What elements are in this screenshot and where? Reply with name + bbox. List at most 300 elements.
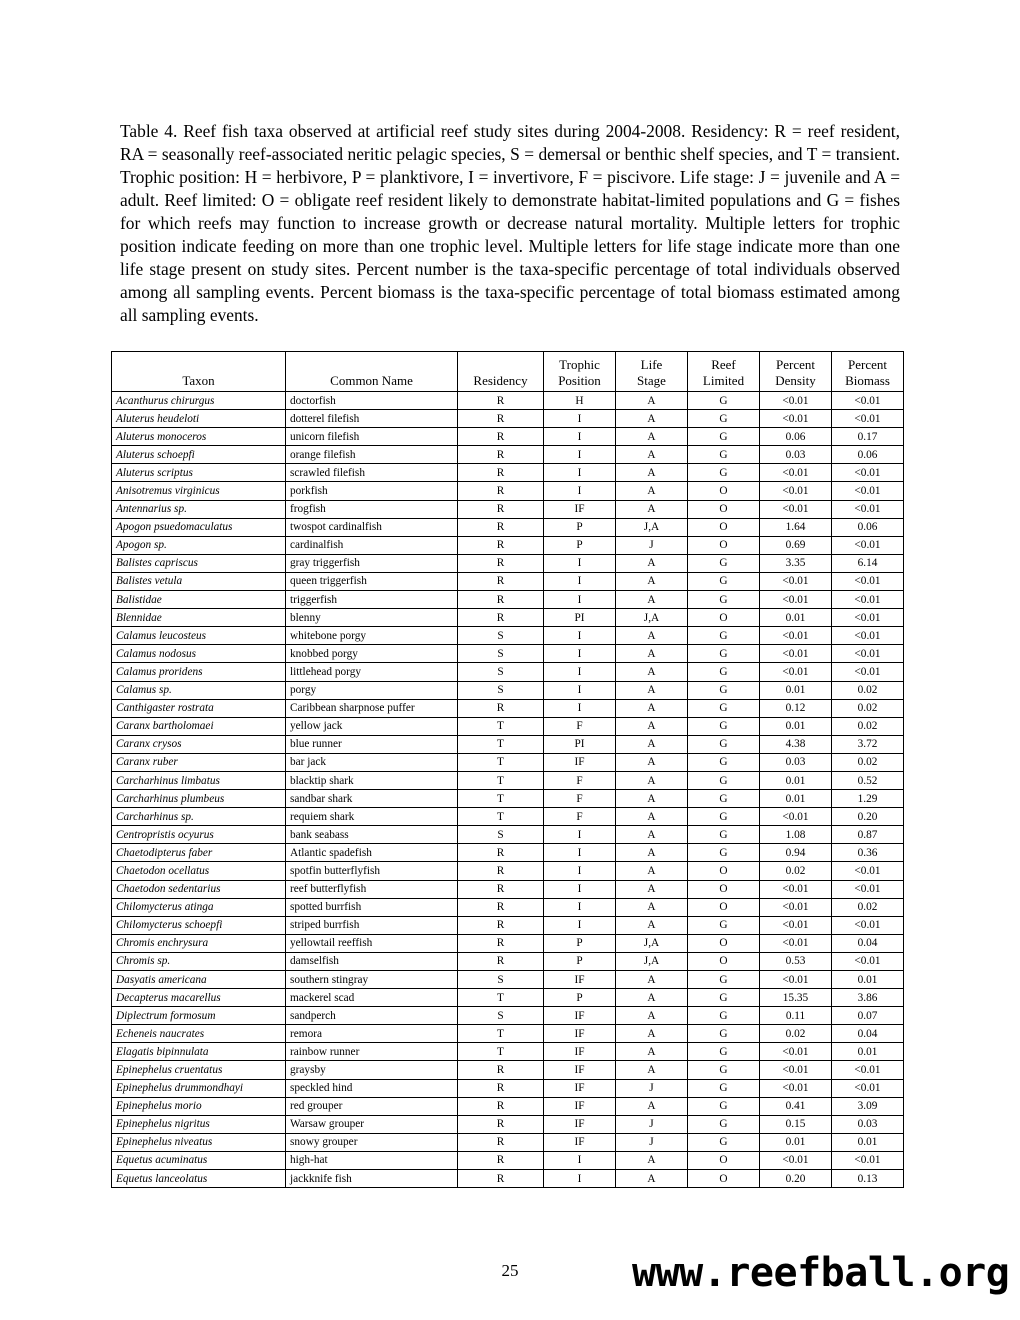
reef-limited-cell: O: [688, 898, 760, 916]
table-row: [112, 464, 904, 482]
column-header-line2: Position: [558, 373, 601, 388]
residency-cell: S: [458, 826, 544, 844]
taxon-cell: Carcharhinus limbatus: [112, 771, 286, 789]
trophic-position-cell: IF: [544, 1061, 616, 1079]
life-stage-cell: A: [616, 663, 688, 681]
table-row: [112, 482, 904, 500]
reef-limited-cell: G: [688, 392, 760, 410]
common-name-cell: bar jack: [286, 753, 458, 771]
reef-limited-cell: O: [688, 536, 760, 554]
life-stage-cell: A: [616, 392, 688, 410]
column-header-line2: Common Name: [330, 373, 413, 388]
life-stage-cell: A: [616, 971, 688, 989]
common-name-cell: snowy grouper: [286, 1133, 458, 1151]
column-header: [112, 352, 286, 392]
residency-cell: T: [458, 790, 544, 808]
life-stage-cell: A: [616, 1007, 688, 1025]
residency-cell: S: [458, 681, 544, 699]
common-name-cell: Warsaw grouper: [286, 1115, 458, 1133]
column-header-line1: Percent: [776, 357, 815, 372]
table-row: [112, 844, 904, 862]
percent-density-cell: 0.15: [760, 1115, 832, 1133]
taxon-cell: Acanthurus chirurgus: [112, 392, 286, 410]
percent-density-cell: <0.01: [760, 1151, 832, 1169]
percent-biomass-cell: <0.01: [832, 609, 904, 627]
table-row: [112, 971, 904, 989]
percent-density-cell: <0.01: [760, 808, 832, 826]
trophic-position-cell: P: [544, 989, 616, 1007]
percent-biomass-cell: <0.01: [832, 1061, 904, 1079]
percent-density-cell: <0.01: [760, 591, 832, 609]
common-name-cell: southern stingray: [286, 971, 458, 989]
percent-biomass-cell: 0.02: [832, 717, 904, 735]
reef-limited-cell: O: [688, 1170, 760, 1188]
trophic-position-cell: I: [544, 663, 616, 681]
residency-cell: R: [458, 699, 544, 717]
percent-biomass-cell: <0.01: [832, 536, 904, 554]
taxon-cell: Epinephelus niveatus: [112, 1133, 286, 1151]
percent-biomass-cell: <0.01: [832, 1151, 904, 1169]
trophic-position-cell: I: [544, 862, 616, 880]
common-name-cell: porkfish: [286, 482, 458, 500]
percent-density-cell: <0.01: [760, 392, 832, 410]
residency-cell: T: [458, 1025, 544, 1043]
taxon-cell: Chromis enchrysura: [112, 934, 286, 952]
trophic-position-cell: IF: [544, 971, 616, 989]
reef-limited-cell: O: [688, 518, 760, 536]
taxon-cell: Chaetodon ocellatus: [112, 862, 286, 880]
residency-cell: R: [458, 1079, 544, 1097]
percent-density-cell: 0.01: [760, 717, 832, 735]
percent-biomass-cell: 0.06: [832, 446, 904, 464]
taxon-cell: Elagatis bipinnulata: [112, 1043, 286, 1061]
reef-limited-cell: G: [688, 1079, 760, 1097]
residency-cell: S: [458, 645, 544, 663]
trophic-position-cell: F: [544, 771, 616, 789]
life-stage-cell: J,A: [616, 934, 688, 952]
percent-biomass-cell: 0.01: [832, 1043, 904, 1061]
reef-limited-cell: G: [688, 627, 760, 645]
percent-biomass-cell: <0.01: [832, 410, 904, 428]
percent-biomass-cell: 0.02: [832, 898, 904, 916]
trophic-position-cell: IF: [544, 1097, 616, 1115]
common-name-cell: porgy: [286, 681, 458, 699]
reef-limited-cell: G: [688, 663, 760, 681]
reef-limited-cell: O: [688, 880, 760, 898]
percent-biomass-cell: 0.02: [832, 753, 904, 771]
reef-limited-cell: O: [688, 1151, 760, 1169]
common-name-cell: yellowtail reeffish: [286, 934, 458, 952]
taxon-cell: Calamus leucosteus: [112, 627, 286, 645]
percent-density-cell: <0.01: [760, 572, 832, 590]
percent-density-cell: <0.01: [760, 500, 832, 518]
percent-density-cell: <0.01: [760, 464, 832, 482]
column-header-line1: Life: [640, 357, 663, 372]
percent-biomass-cell: 0.04: [832, 934, 904, 952]
residency-cell: R: [458, 482, 544, 500]
life-stage-cell: A: [616, 645, 688, 663]
taxon-cell: Equetus acuminatus: [112, 1151, 286, 1169]
reef-limited-cell: G: [688, 971, 760, 989]
trophic-position-cell: P: [544, 536, 616, 554]
table-row: [112, 1115, 904, 1133]
common-name-cell: graysby: [286, 1061, 458, 1079]
common-name-cell: spotfin butterflyfish: [286, 862, 458, 880]
life-stage-cell: A: [616, 428, 688, 446]
common-name-cell: blue runner: [286, 735, 458, 753]
trophic-position-cell: I: [544, 554, 616, 572]
percent-biomass-cell: 0.02: [832, 699, 904, 717]
life-stage-cell: A: [616, 808, 688, 826]
reef-limited-cell: G: [688, 790, 760, 808]
reef-limited-cell: O: [688, 482, 760, 500]
common-name-cell: triggerfish: [286, 591, 458, 609]
table-row: [112, 826, 904, 844]
taxon-cell: Echeneis naucrates: [112, 1025, 286, 1043]
reef-limited-cell: G: [688, 753, 760, 771]
column-header: [688, 352, 760, 392]
percent-density-cell: 0.03: [760, 753, 832, 771]
trophic-position-cell: I: [544, 880, 616, 898]
life-stage-cell: A: [616, 1043, 688, 1061]
life-stage-cell: A: [616, 916, 688, 934]
percent-biomass-cell: 0.52: [832, 771, 904, 789]
reef-limited-cell: G: [688, 1133, 760, 1151]
table-row: [112, 663, 904, 681]
taxon-cell: Aluterus monoceros: [112, 428, 286, 446]
reef-limited-cell: G: [688, 771, 760, 789]
percent-biomass-cell: 0.04: [832, 1025, 904, 1043]
percent-biomass-cell: 0.87: [832, 826, 904, 844]
trophic-position-cell: IF: [544, 1133, 616, 1151]
trophic-position-cell: F: [544, 717, 616, 735]
common-name-cell: speckled hind: [286, 1079, 458, 1097]
table-row: [112, 916, 904, 934]
trophic-position-cell: I: [544, 428, 616, 446]
life-stage-cell: A: [616, 464, 688, 482]
reef-limited-cell: O: [688, 952, 760, 970]
trophic-position-cell: I: [544, 464, 616, 482]
residency-cell: R: [458, 1170, 544, 1188]
reef-limited-cell: G: [688, 735, 760, 753]
column-header-line1: Reef: [711, 357, 736, 372]
percent-density-cell: <0.01: [760, 627, 832, 645]
reef-limited-cell: G: [688, 1115, 760, 1133]
percent-density-cell: 0.94: [760, 844, 832, 862]
residency-cell: R: [458, 446, 544, 464]
residency-cell: R: [458, 1061, 544, 1079]
residency-cell: R: [458, 410, 544, 428]
residency-cell: T: [458, 717, 544, 735]
percent-density-cell: <0.01: [760, 410, 832, 428]
reef-limited-cell: G: [688, 916, 760, 934]
reef-limited-cell: G: [688, 1043, 760, 1061]
percent-biomass-cell: 0.06: [832, 518, 904, 536]
life-stage-cell: A: [616, 735, 688, 753]
residency-cell: T: [458, 735, 544, 753]
residency-cell: R: [458, 934, 544, 952]
percent-density-cell: 0.03: [760, 446, 832, 464]
taxon-cell: Caranx ruber: [112, 753, 286, 771]
common-name-cell: blacktip shark: [286, 771, 458, 789]
taxon-cell: Aluterus schoepfi: [112, 446, 286, 464]
percent-density-cell: 0.12: [760, 699, 832, 717]
percent-biomass-cell: <0.01: [832, 627, 904, 645]
reef-limited-cell: O: [688, 609, 760, 627]
percent-biomass-cell: <0.01: [832, 862, 904, 880]
column-header-line2: Limited: [702, 373, 745, 388]
header-row: [112, 352, 904, 392]
residency-cell: R: [458, 392, 544, 410]
life-stage-cell: A: [616, 500, 688, 518]
life-stage-cell: A: [616, 699, 688, 717]
common-name-cell: twospot cardinalfish: [286, 518, 458, 536]
common-name-cell: orange filefish: [286, 446, 458, 464]
common-name-cell: requiem shark: [286, 808, 458, 826]
common-name-cell: bank seabass: [286, 826, 458, 844]
percent-density-cell: 15.35: [760, 989, 832, 1007]
taxon-cell: Anisotremus virginicus: [112, 482, 286, 500]
taxon-cell: Equetus lanceolatus: [112, 1170, 286, 1188]
life-stage-cell: J: [616, 536, 688, 554]
residency-cell: R: [458, 572, 544, 590]
common-name-cell: remora: [286, 1025, 458, 1043]
residency-cell: R: [458, 518, 544, 536]
percent-biomass-cell: <0.01: [832, 952, 904, 970]
trophic-position-cell: F: [544, 790, 616, 808]
percent-biomass-cell: <0.01: [832, 464, 904, 482]
taxon-cell: Carcharhinus sp.: [112, 808, 286, 826]
taxon-cell: Antennarius sp.: [112, 500, 286, 518]
percent-biomass-cell: 0.17: [832, 428, 904, 446]
table-row: [112, 898, 904, 916]
percent-density-cell: 3.35: [760, 554, 832, 572]
common-name-cell: jackknife fish: [286, 1170, 458, 1188]
table-body: [112, 392, 904, 1188]
percent-density-cell: <0.01: [760, 1043, 832, 1061]
column-header-line1: [116, 357, 281, 373]
percent-density-cell: <0.01: [760, 1079, 832, 1097]
percent-density-cell: <0.01: [760, 898, 832, 916]
trophic-position-cell: PI: [544, 609, 616, 627]
common-name-cell: yellow jack: [286, 717, 458, 735]
taxon-cell: Caranx bartholomaei: [112, 717, 286, 735]
residency-cell: R: [458, 1133, 544, 1151]
percent-density-cell: 0.02: [760, 1025, 832, 1043]
common-name-cell: whitebone porgy: [286, 627, 458, 645]
common-name-cell: blenny: [286, 609, 458, 627]
trophic-position-cell: I: [544, 446, 616, 464]
table-row: [112, 790, 904, 808]
trophic-position-cell: IF: [544, 1079, 616, 1097]
common-name-cell: frogfish: [286, 500, 458, 518]
life-stage-cell: J,A: [616, 609, 688, 627]
table-row: [112, 591, 904, 609]
table-row: [112, 989, 904, 1007]
column-header-line1: [290, 357, 453, 373]
reef-limited-cell: G: [688, 591, 760, 609]
common-name-cell: rainbow runner: [286, 1043, 458, 1061]
percent-density-cell: <0.01: [760, 663, 832, 681]
table-row: [112, 609, 904, 627]
table-row: [112, 862, 904, 880]
residency-cell: R: [458, 609, 544, 627]
trophic-position-cell: I: [544, 681, 616, 699]
trophic-position-cell: I: [544, 627, 616, 645]
trophic-position-cell: I: [544, 410, 616, 428]
common-name-cell: littlehead porgy: [286, 663, 458, 681]
taxon-cell: Chilomycterus schoepfi: [112, 916, 286, 934]
life-stage-cell: A: [616, 591, 688, 609]
residency-cell: T: [458, 771, 544, 789]
taxon-cell: Caranx crysos: [112, 735, 286, 753]
common-name-cell: red grouper: [286, 1097, 458, 1115]
life-stage-cell: A: [616, 771, 688, 789]
common-name-cell: damselfish: [286, 952, 458, 970]
column-header-line1: Percent: [848, 357, 887, 372]
life-stage-cell: A: [616, 1061, 688, 1079]
watermark: www.reefball.org: [632, 1250, 1010, 1296]
table-row: [112, 880, 904, 898]
table-row: [112, 934, 904, 952]
column-header: [286, 352, 458, 392]
percent-biomass-cell: 0.36: [832, 844, 904, 862]
life-stage-cell: A: [616, 446, 688, 464]
residency-cell: T: [458, 753, 544, 771]
life-stage-cell: A: [616, 482, 688, 500]
trophic-position-cell: IF: [544, 753, 616, 771]
life-stage-cell: A: [616, 862, 688, 880]
column-header-line1: Trophic: [559, 357, 600, 372]
common-name-cell: unicorn filefish: [286, 428, 458, 446]
table-row: [112, 410, 904, 428]
trophic-position-cell: I: [544, 482, 616, 500]
table-row: [112, 1133, 904, 1151]
trophic-position-cell: I: [544, 645, 616, 663]
residency-cell: T: [458, 1043, 544, 1061]
percent-biomass-cell: <0.01: [832, 1079, 904, 1097]
reef-limited-cell: G: [688, 428, 760, 446]
percent-biomass-cell: 0.03: [832, 1115, 904, 1133]
life-stage-cell: A: [616, 880, 688, 898]
residency-cell: R: [458, 554, 544, 572]
column-header-line2: Density: [775, 373, 816, 388]
column-header-line2: Stage: [637, 373, 666, 388]
residency-cell: R: [458, 1097, 544, 1115]
residency-cell: R: [458, 1151, 544, 1169]
common-name-cell: scrawled filefish: [286, 464, 458, 482]
column-header: [544, 352, 616, 392]
taxon-cell: Chilomycterus atinga: [112, 898, 286, 916]
percent-density-cell: 0.01: [760, 790, 832, 808]
reef-fish-table: [111, 351, 904, 1188]
percent-biomass-cell: <0.01: [832, 482, 904, 500]
percent-biomass-cell: 0.13: [832, 1170, 904, 1188]
percent-biomass-cell: 6.14: [832, 554, 904, 572]
percent-biomass-cell: <0.01: [832, 392, 904, 410]
residency-cell: R: [458, 464, 544, 482]
reef-limited-cell: G: [688, 645, 760, 663]
column-header: [760, 352, 832, 392]
residency-cell: R: [458, 862, 544, 880]
trophic-position-cell: I: [544, 699, 616, 717]
percent-density-cell: 1.08: [760, 826, 832, 844]
reef-limited-cell: G: [688, 446, 760, 464]
percent-density-cell: 0.01: [760, 1133, 832, 1151]
table-row: [112, 446, 904, 464]
life-stage-cell: A: [616, 898, 688, 916]
table-row: [112, 735, 904, 753]
trophic-position-cell: I: [544, 826, 616, 844]
percent-density-cell: <0.01: [760, 971, 832, 989]
residency-cell: R: [458, 916, 544, 934]
trophic-position-cell: I: [544, 898, 616, 916]
percent-density-cell: <0.01: [760, 1061, 832, 1079]
percent-density-cell: <0.01: [760, 645, 832, 663]
table-row: [112, 1007, 904, 1025]
taxon-cell: Diplectrum formosum: [112, 1007, 286, 1025]
residency-cell: R: [458, 952, 544, 970]
table-row: [112, 753, 904, 771]
life-stage-cell: A: [616, 844, 688, 862]
trophic-position-cell: F: [544, 808, 616, 826]
taxon-cell: Aluterus heudeloti: [112, 410, 286, 428]
common-name-cell: high-hat: [286, 1151, 458, 1169]
table-row: [112, 1097, 904, 1115]
common-name-cell: knobbed porgy: [286, 645, 458, 663]
table-row: [112, 1170, 904, 1188]
percent-biomass-cell: <0.01: [832, 663, 904, 681]
taxon-cell: Chaetodipterus faber: [112, 844, 286, 862]
reef-limited-cell: G: [688, 808, 760, 826]
reef-limited-cell: O: [688, 500, 760, 518]
percent-density-cell: 1.64: [760, 518, 832, 536]
percent-density-cell: 0.01: [760, 771, 832, 789]
table-row: [112, 681, 904, 699]
life-stage-cell: A: [616, 554, 688, 572]
table-row: [112, 1079, 904, 1097]
taxon-cell: Apogon psuedomaculatus: [112, 518, 286, 536]
reef-limited-cell: G: [688, 1097, 760, 1115]
common-name-cell: dotterel filefish: [286, 410, 458, 428]
life-stage-cell: A: [616, 826, 688, 844]
residency-cell: R: [458, 500, 544, 518]
trophic-position-cell: I: [544, 591, 616, 609]
table-row: [112, 572, 904, 590]
life-stage-cell: A: [616, 572, 688, 590]
reef-limited-cell: O: [688, 862, 760, 880]
percent-density-cell: <0.01: [760, 916, 832, 934]
residency-cell: R: [458, 428, 544, 446]
taxon-cell: Balistes capriscus: [112, 554, 286, 572]
percent-density-cell: 0.41: [760, 1097, 832, 1115]
column-header: [832, 352, 904, 392]
trophic-position-cell: I: [544, 1170, 616, 1188]
trophic-position-cell: PI: [544, 735, 616, 753]
table-row: [112, 699, 904, 717]
trophic-position-cell: H: [544, 392, 616, 410]
life-stage-cell: J,A: [616, 952, 688, 970]
taxon-cell: Epinephelus cruentatus: [112, 1061, 286, 1079]
table-row: [112, 952, 904, 970]
percent-density-cell: 0.06: [760, 428, 832, 446]
common-name-cell: cardinalfish: [286, 536, 458, 554]
trophic-position-cell: I: [544, 1151, 616, 1169]
percent-density-cell: <0.01: [760, 934, 832, 952]
trophic-position-cell: IF: [544, 1007, 616, 1025]
trophic-position-cell: IF: [544, 1043, 616, 1061]
table-row: [112, 808, 904, 826]
